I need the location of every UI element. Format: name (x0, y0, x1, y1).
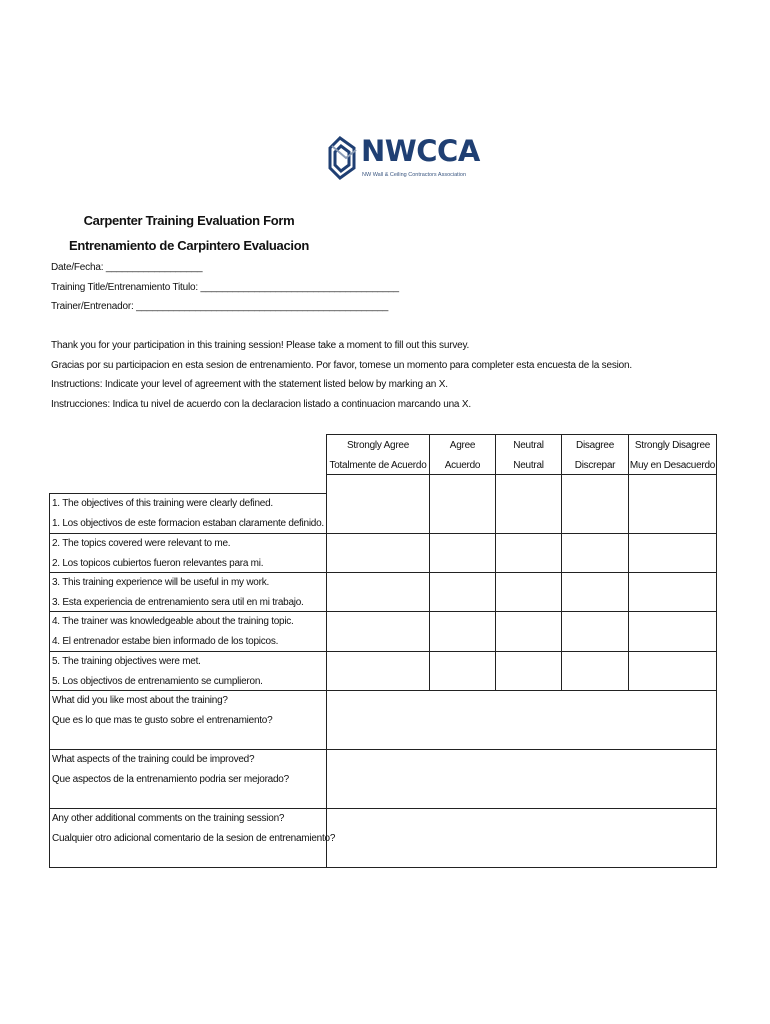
form-title-english: Carpenter Training Evaluation Form (83, 213, 295, 228)
rating-cell[interactable] (629, 573, 716, 611)
date-field[interactable]: Date/Fecha: __________________ (51, 262, 203, 273)
rating-cell[interactable] (430, 494, 495, 533)
rating-cell[interactable] (562, 534, 628, 572)
rating-cell[interactable] (430, 612, 495, 651)
rating-cell[interactable] (327, 612, 429, 651)
statement-row: 1. The objectives of this training were clearly defined. 1. Los objectivos de este formacion estaban claramente definido. (52, 498, 324, 529)
answer-improvements[interactable] (327, 750, 716, 808)
form-title-spanish: Entrenamiento de Carpintero Evaluacion (69, 238, 309, 253)
rating-cell[interactable] (327, 652, 429, 690)
training-title-field[interactable]: Training Title/Entrenamiento Titulo: _____________________________________ (51, 282, 399, 293)
rating-cell[interactable] (629, 534, 716, 572)
scale-neutral: Neutral Neutral (513, 440, 544, 471)
rating-cell[interactable] (629, 612, 716, 651)
rating-cell[interactable] (562, 652, 628, 690)
answer-liked-most[interactable] (327, 691, 716, 749)
logo-wordmark: NWCCA (361, 134, 480, 168)
rating-cell[interactable] (562, 612, 628, 651)
scale-agree: Agree Acuerdo (444, 440, 481, 471)
rating-cell[interactable] (430, 573, 495, 611)
open-question: What aspects of the training could be improved? Que aspectos de la entrenamiento podria ser mejorado? (52, 754, 289, 785)
logo-mark-icon (326, 132, 360, 184)
rating-cell[interactable] (327, 494, 429, 533)
rating-cell[interactable] (430, 534, 495, 572)
rating-cell[interactable] (496, 573, 561, 611)
statement-row: 2. The topics covered were relevant to me. 2. Los topicos cubiertos fueron relevantes para mi. (52, 538, 264, 569)
statement-row: 3. This training experience will be useful in my work. 3. Esta experiencia de entrenamiento sera util en mi trabajo. (52, 577, 304, 608)
scale-disagree: Disagree Discrepar (574, 440, 616, 471)
intro-thanks-spanish: Gracias por su participacion en esta sesion de entrenamiento. Por favor, tomese un momento para completer esta encuesta de la sesion. (51, 360, 632, 371)
rating-cell[interactable] (496, 652, 561, 690)
rating-cell[interactable] (430, 652, 495, 690)
rating-cell[interactable] (629, 494, 716, 533)
open-question: Any other additional comments on the training session? Cualquier otro adicional comentario de la sesion de entrenamiento? (52, 813, 336, 844)
rating-cell[interactable] (562, 494, 628, 533)
scale-strongly-agree: Strongly Agree Totalmente de Acuerdo (329, 440, 427, 471)
scale-strongly-disagree: Strongly Disagree Muy en Desacuerdo (629, 440, 716, 471)
nwcca-logo (326, 132, 480, 186)
logo-tagline: NW Wall & Ceiling Contractors Association (362, 172, 467, 178)
rating-cell[interactable] (562, 573, 628, 611)
statement-row: 5. The training objectives were met. 5. Los objectivos de entrenamiento se cumplieron. (52, 656, 263, 687)
rating-cell[interactable] (629, 652, 716, 690)
rating-cell[interactable] (327, 573, 429, 611)
statement-row: 4. The trainer was knowledgeable about the training topic. 4. El entrenador estabe bien informado de los topicos. (52, 616, 294, 647)
instructions-spanish: Instrucciones: Indica tu nivel de acuerdo con la declaracion listado a continuacion marcando una X. (51, 399, 471, 410)
intro-thanks-english: Thank you for your participation in this training session! Please take a moment to fill out this survey. (51, 340, 470, 351)
trainer-field[interactable]: Trainer/Entrenador: _______________________________________________ (51, 301, 389, 312)
rating-cell[interactable] (496, 494, 561, 533)
rating-cell[interactable] (496, 534, 561, 572)
answer-additional-comments[interactable] (327, 809, 716, 867)
open-question: What did you like most about the training? Que es lo que mas te gusto sobre el entrenamiento? (52, 695, 273, 726)
instructions-english: Instructions: Indicate your level of agreement with the statement listed below by marking an X. (51, 379, 448, 390)
rating-cell[interactable] (327, 534, 429, 572)
rating-cell[interactable] (496, 612, 561, 651)
